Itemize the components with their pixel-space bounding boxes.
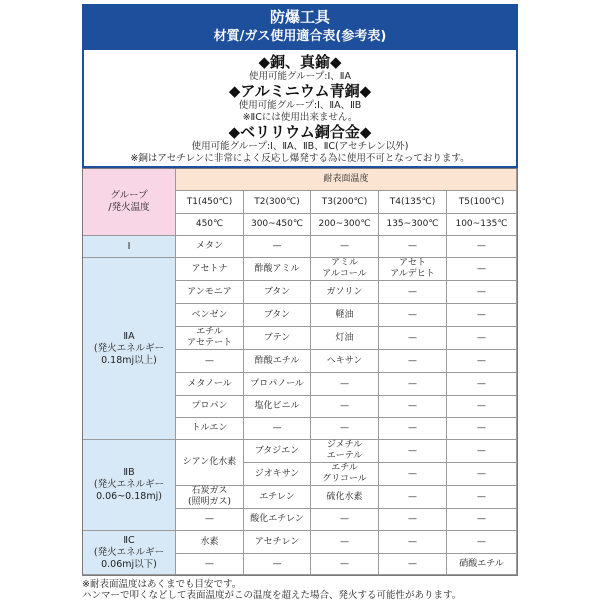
cell-text: — [477,536,486,547]
gas-cell [379,281,447,304]
gas-cell [311,418,379,440]
cell-text: 灯油 [335,332,354,343]
cell-text: — [477,286,486,297]
gas-cell [379,396,447,418]
cell-text: — [340,536,349,547]
gas-cell [447,373,517,396]
cell-text: — [477,241,486,251]
sub-title: 材質/ガス使用適合表(参考表) [213,29,387,44]
gas-cell [176,509,244,531]
cell-text: — [408,286,417,297]
cell-text: T1(450℃) [186,196,233,207]
cell-text: — [408,558,417,569]
beryllium-copper-title: ◆ベリリウム銅合金◆ [228,123,372,141]
cell-text: — [477,514,486,524]
cell-text: ブタジエン [254,445,300,456]
temp-class-header [311,191,379,214]
cell-text: — [477,378,486,389]
cell-text: エチレン [259,491,295,502]
gas-cell [379,258,447,281]
gas-cell [379,463,447,486]
cell-text: (発火エネルギー [93,479,165,490]
gas-cell [379,440,447,463]
cell-text: 450℃ [195,219,224,229]
gas-cell [447,236,517,258]
gas-cell [176,281,244,304]
cell-text: エチル [331,463,358,473]
cell-text: ジオキサン [254,468,300,479]
cell-text: — [340,401,349,411]
cell-text: — [340,241,349,251]
gas-cell [176,418,244,440]
gas-cell [379,486,447,509]
gas-cell [311,509,379,531]
cell-text: アセト [399,258,426,268]
cell-text: アセチレン [254,536,300,547]
cell-text: — [408,536,417,547]
cell-text: プロパン [191,401,228,411]
gas-cell [379,236,447,258]
cell-text: — [477,309,486,320]
cell-text: 300~450℃ [250,219,303,229]
aluminium-bronze-note: ※ⅡCには使用出来ません。 [242,112,358,123]
gas-cell [447,304,517,327]
cell-text: — [408,378,417,389]
gas-cell [447,463,517,486]
cell-text: — [408,401,417,411]
gas-cell [176,486,244,509]
gas-cell [379,418,447,440]
gas-cell [311,236,379,258]
temp-range-header [379,214,447,236]
cell-text: 0.18mj以上) [101,354,157,366]
gas-cell [176,396,244,418]
cell-text: 耐表面温度 [323,174,369,184]
cell-text: アセトナ [191,263,228,274]
cell-text: プロパノール [250,378,304,389]
gas-cell [244,463,311,486]
gas-cell [379,509,447,531]
cell-text: T5(100℃) [458,196,505,207]
gas-cell [176,304,244,327]
cell-text: — [477,445,486,456]
cell-text: ブタン [263,309,291,320]
gas-cell [176,554,244,575]
cell-text: アセテート [187,338,232,348]
aluminium-bronze-groups: 使用可能グループ:Ⅰ、ⅡA、ⅡB [238,100,362,111]
gas-cell [176,327,244,350]
cell-text: — [272,423,282,433]
title-banner [82,4,518,50]
cell-text: 酸化エチレン [250,514,304,524]
gas-cell [447,531,517,554]
cell-text: トルエン [191,423,228,433]
cell-text: — [408,445,417,456]
cell-text: — [340,378,349,389]
cell-text: T4(135℃) [389,196,436,207]
cell-text: シアン化水素 [182,457,237,467]
gas-cell [447,486,517,509]
cell-text: 硫化水素 [326,491,363,502]
gas-cell [379,373,447,396]
beryllium-copper-groups: 使用可能グループ:Ⅰ、ⅡA、ⅡB、ⅡC(アセチレン以外) [191,141,409,152]
cell-text: — [477,263,486,274]
footnote-1: ※耐表面温度はあくまでも目安です。 [82,579,242,590]
main-title: 防爆工具 [269,8,330,26]
group-header-cell [83,169,176,236]
cell-text: ガソリン [326,286,363,297]
cell-text: ジメチル [326,440,363,450]
cell-text: 水素 [200,536,219,547]
cell-text: — [272,558,282,569]
gas-cell [176,350,244,373]
cell-text: 200~300℃ [318,219,371,229]
gas-cell [311,440,379,463]
gas-cell [447,327,517,350]
cell-text: 0.06mj以下) [101,558,157,570]
gas-cell [379,327,447,350]
cell-text: グリコール [322,474,367,484]
gas-cell [379,531,447,554]
temp-range-header [244,214,311,236]
gas-cell [244,350,311,373]
cell-text: グループ [110,190,148,201]
cell-text: Ⅰ [127,240,131,252]
gas-cell [176,440,244,486]
gas-cell [311,304,379,327]
gas-cell [311,327,379,350]
cell-text: エーテル [326,451,363,461]
gas-cell [176,236,244,258]
cell-text: — [477,423,486,433]
group-cell-1 [83,236,176,258]
gas-cell [447,440,517,463]
cell-text: — [272,241,282,251]
gas-cell [244,418,311,440]
cell-text: 酢酸エチル [254,355,300,366]
cell-text: アルコール [322,269,367,279]
cell-text: ブテン [263,332,291,343]
cell-text: ヘキサン [326,355,363,366]
cell-text: — [205,558,214,569]
cell-text: ブタン [263,286,291,297]
gas-cell [447,418,517,440]
cell-text: — [477,332,486,343]
gas-cell [244,509,311,531]
material-info-box [82,50,518,168]
gas-cell [176,531,244,554]
gas-cell [244,304,311,327]
cell-text: ⅡC [123,534,135,546]
gas-cell [447,258,517,281]
temp-class-header [244,191,311,214]
gas-cell [311,531,379,554]
gas-cell [244,236,311,258]
cell-text: — [408,491,417,502]
gas-suitability-table [82,168,518,576]
cell-text: — [408,355,417,366]
cell-text: (照明ガス) [187,497,232,507]
cell-text: — [340,423,349,433]
cell-text: エチル [196,327,223,337]
cell-text: — [205,514,214,524]
cell-text: ベンゼン [191,309,228,320]
temp-range-header [176,214,244,236]
gas-cell [379,350,447,373]
gas-cell [379,304,447,327]
gas-cell [311,554,379,575]
gas-cell [311,486,379,509]
cell-text: — [477,468,486,479]
cell-text: (発火エネルギー [93,342,165,354]
cell-text: 酢酸アミル [254,263,300,274]
temp-class-header [176,191,244,214]
cell-text: — [408,241,417,251]
group-cell-2b [83,440,176,531]
cell-text: ⅡB [123,467,135,478]
gas-cell [311,463,379,486]
gas-cell [244,281,311,304]
gas-cell [244,440,311,463]
cell-text: 硝酸エチル [459,558,504,569]
gas-cell [311,373,379,396]
explosion-proof-tools-sheet [82,4,518,601]
cell-text: アルデヒト [390,269,435,279]
gas-cell [311,281,379,304]
copper-acetylene-note: ※銅はアセチレンに非常によく反応し爆発する為に使用不可となっております。 [130,153,470,164]
gas-cell [244,258,311,281]
gas-cell [447,509,517,531]
cell-text: アミル [330,258,358,268]
gas-cell [244,327,311,350]
aluminium-bronze-title: ◆アルミニウム青銅◆ [228,82,372,100]
gas-cell [447,281,517,304]
gas-cell [244,373,311,396]
cell-text: — [408,332,417,343]
gas-cell [311,350,379,373]
cell-text: — [477,355,486,366]
cell-text: メタン [195,241,223,251]
gas-cell [244,531,311,554]
cell-text: — [340,514,349,524]
copper-title: ◆銅、真鍮◆ [258,53,342,71]
cell-text: — [408,309,417,320]
cell-text: 軽油 [335,309,354,320]
group-cell-2c [83,531,176,575]
cell-text: 135~300℃ [386,219,439,229]
cell-text: — [408,514,417,524]
cell-text: /発火温度 [108,202,150,213]
cell-text: — [408,423,417,433]
cell-text: — [408,468,417,479]
footnote-2: ハンマーで叩くなどして表面温度がこの温度を超えた場合、発火する可能性があります。 [82,590,462,601]
cell-text: ⅡA [123,330,135,342]
gas-cell [447,396,517,418]
temp-range-header [311,214,379,236]
gas-cell [244,486,311,509]
cell-text: T2(300℃) [254,196,300,207]
group-cell-2a [83,258,176,440]
gas-cell [311,258,379,281]
cell-text: — [477,491,486,502]
temp-class-header [379,191,447,214]
gas-cell [244,554,311,575]
cell-text: 100~135℃ [455,219,508,229]
gas-cell [447,554,517,575]
cell-text: — [477,401,486,411]
gas-cell [447,350,517,373]
gas-cell [311,396,379,418]
cell-text: (発火エネルギー [93,546,165,558]
gas-cell [176,373,244,396]
cell-text: — [340,558,349,569]
temp-class-header [447,191,517,214]
gas-cell [244,396,311,418]
cell-text: T3(200℃) [321,196,368,207]
gas-cell [176,258,244,281]
gas-cell [379,554,447,575]
cell-text: 石炭ガス [191,486,228,496]
cell-text: メタノール [187,378,232,389]
surface-temp-header [176,169,517,191]
cell-text: — [205,355,214,366]
cell-text: 塩化ビニル [254,401,300,411]
cell-text: 0.06~0.18mj) [96,491,162,502]
copper-groups: 使用可能グループ:Ⅰ、ⅡA [249,71,351,82]
temp-range-header [447,214,517,236]
cell-text: アンモニア [187,286,232,297]
